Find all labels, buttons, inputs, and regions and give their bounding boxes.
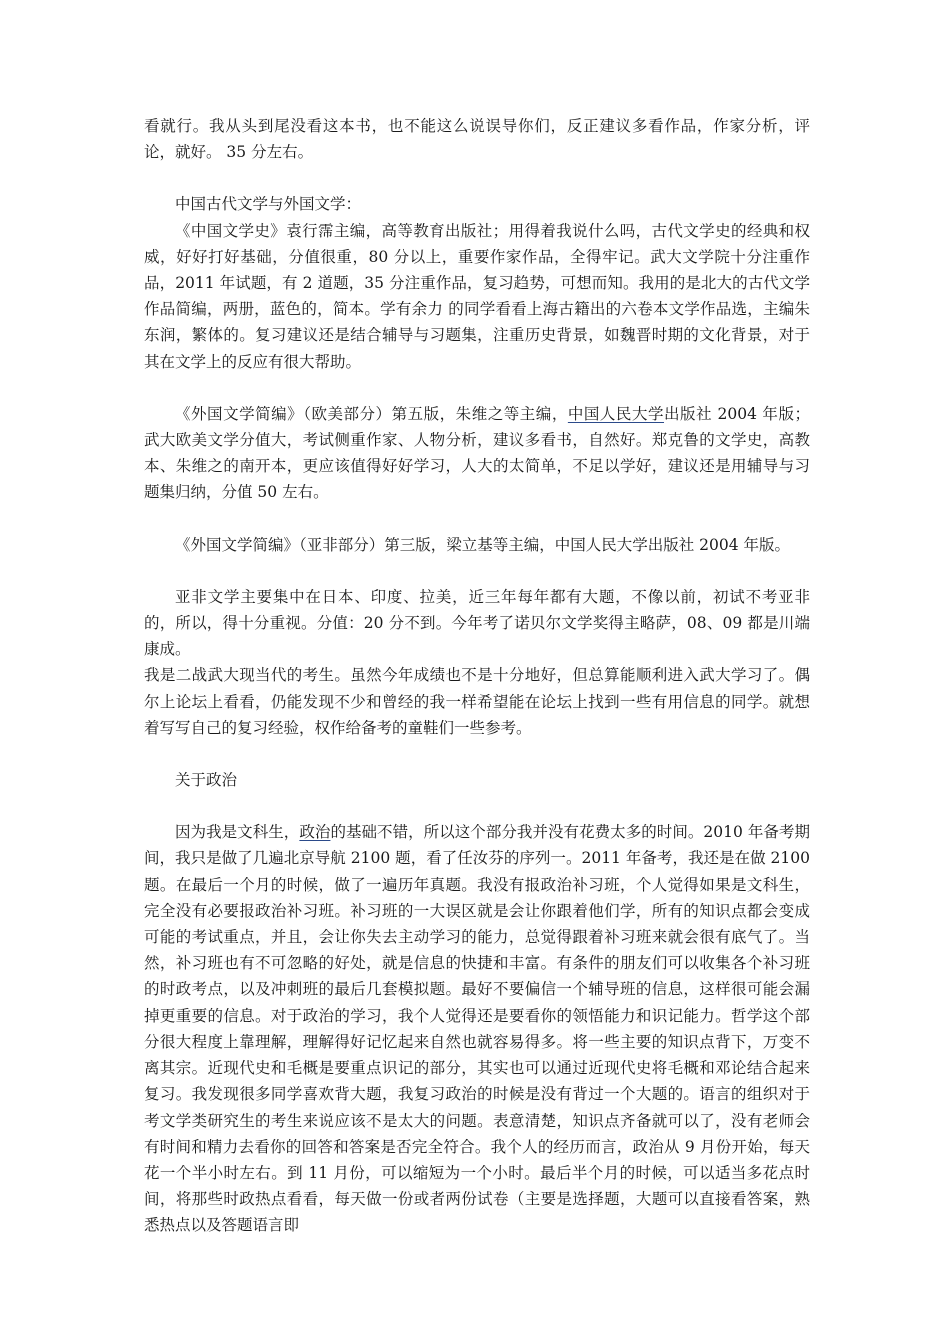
paragraph-text: 因为我是文科生，	[175, 823, 300, 842]
section-heading-ancient-foreign-literature: 中国古代文学与外国文学：	[175, 195, 362, 214]
paragraph-gap	[144, 165, 810, 191]
paragraph-text: 的基础不错，所以这个部分我并没有花费太多的时间。2010 年备考期间，我只是做了几遍北京导航 2100 题，看了任汝芬的序列一。2011 年备考，我还是在做 2100 题。在最后一个月的时候，做了一遍历年真题。我没有报政治补习班，个人觉得如果是文科生，完全没有必要报政治补习班。补习班的一大误区就是会让你跟着他们学，所有的知识点都会变成可能的考试重点，并且，会让你失去主动学习的能力，总觉得跟着补习班来就会很有底气了。当然，补习班也有不可忽略的好处，就是信息的快捷和丰富。有条件的朋友们可以收集各个补习班的时政考点，以及冲刺班的最后几套模拟题。最好不要偏信一个辅导班的信息，这样很可能会漏掉更重要的信息。对于政治的学习，我个人觉得还是要看你的领悟能力和识记能力。哲学这个部分很大程度上靠理解，理解得好记忆起来自然也就容易得多。将一些主要的知识点背下，万变不离其宗。近现代史和毛概是要重点识记的部分，其实也可以通过近现代史将毛概和邓论结合起来复习。我发现很多同学喜欢背大题，我复习政治的时候是没有背过一个大题的。语言的组织对于考文学类研究生的考生来说应该不是太大的问题。表意清楚，知识点齐备就可以了，没有老师会有时间和精力去看你的回答和答案是否完全符合。我个人的经历而言，政治从 9 月份开始，每天花一个半小时左右。到 11 月份，可以缩短为一个小时。最后半个月的时候，可以适当多花点时间，将那些时政热点看看，每天做一份或者两份试卷（主要是选择题，大题可以直接看答案，熟悉热点以及答题语言即	[144, 823, 810, 1235]
paragraph-text: 《外国文学简编》（欧美部分）第五版，朱维之等主编，	[175, 404, 568, 423]
paragraph-continuation: 看就行。我从头到尾没看这本书，也不能这么说误导你们，反正建议多看作品，作家分析，评论，就好。 35 分左右。	[144, 117, 810, 162]
paragraph-foreign-literature-asia-africa: 《外国文学简编》（亚非部分）第三版，梁立基等主编，中国人民大学出版社 2004 年版。	[175, 535, 791, 554]
paragraph-gap	[144, 506, 810, 532]
paragraph-gap	[144, 375, 810, 401]
document-page	[144, 113, 810, 1239]
paragraph-politics-experience	[144, 819, 810, 1238]
paragraph-text: 出版社 2004 年版； 武大欧美文学分值大，考试侧重作家、人物分析，建议多看书，自然好。郑克鲁的文学史，高教本、朱维之的南开本，更应该值得好好学习，人大的太简单，不足以学好，建议还是用辅导与习题集归纳，分值 50 左右。	[144, 404, 810, 502]
paragraph-asia-africa-literature: 亚非文学主要集中在日本、印度、拉美，近三年每年都有大题，不像以前，初试不考亚非的，所以，得十分重视。分值：20 分不到。今年考了诺贝尔文学奖得主略萨，08、09 都是川端康成。	[144, 587, 810, 659]
politics-link[interactable]: 政治	[299, 823, 331, 842]
paragraph-chinese-literature-history: 《中国文学史》袁行霈主编，高等教育出版社；用得着我说什么吗，古代文学史的经典和权威，好好打好基础，分值很重，80 分以上，重要作家作品，全得牢记。武大文学院十分注重作品，2011 年试题，有 2 道题，35 分注重作品，复习趋势，可想而知。我用的是北大的古代文学作品简编，两册，蓝色的，简本。学有余力 的同学看看上海古籍出的六卷本文学作品选，主编朱东润，繁体的。复习建议还是结合辅导与习题集，注重历史背景，如魏晋时期的文化背景，对于其在文学上的反应有很大帮助。	[144, 221, 810, 371]
section-heading-politics: 关于政治	[175, 771, 238, 790]
paragraph-personal-intro: 我是二战武大现当代的考生。虽然今年成绩也不是十分地好，但总算能顺利进入武大学习了。偶尔上论坛上看看，仍能发现不少和曾经的我一样希望能在论坛上找到一些有用信息的同学。就想着写写自己的复习经验，权作给备考的童鞋们一些参考。	[144, 666, 810, 737]
paragraph-gap	[144, 793, 810, 819]
paragraph-gap	[144, 558, 810, 584]
paragraph-foreign-literature-europe	[144, 401, 810, 506]
renmin-university-link[interactable]: 中国人民大学	[567, 404, 665, 423]
paragraph-gap	[144, 741, 810, 767]
